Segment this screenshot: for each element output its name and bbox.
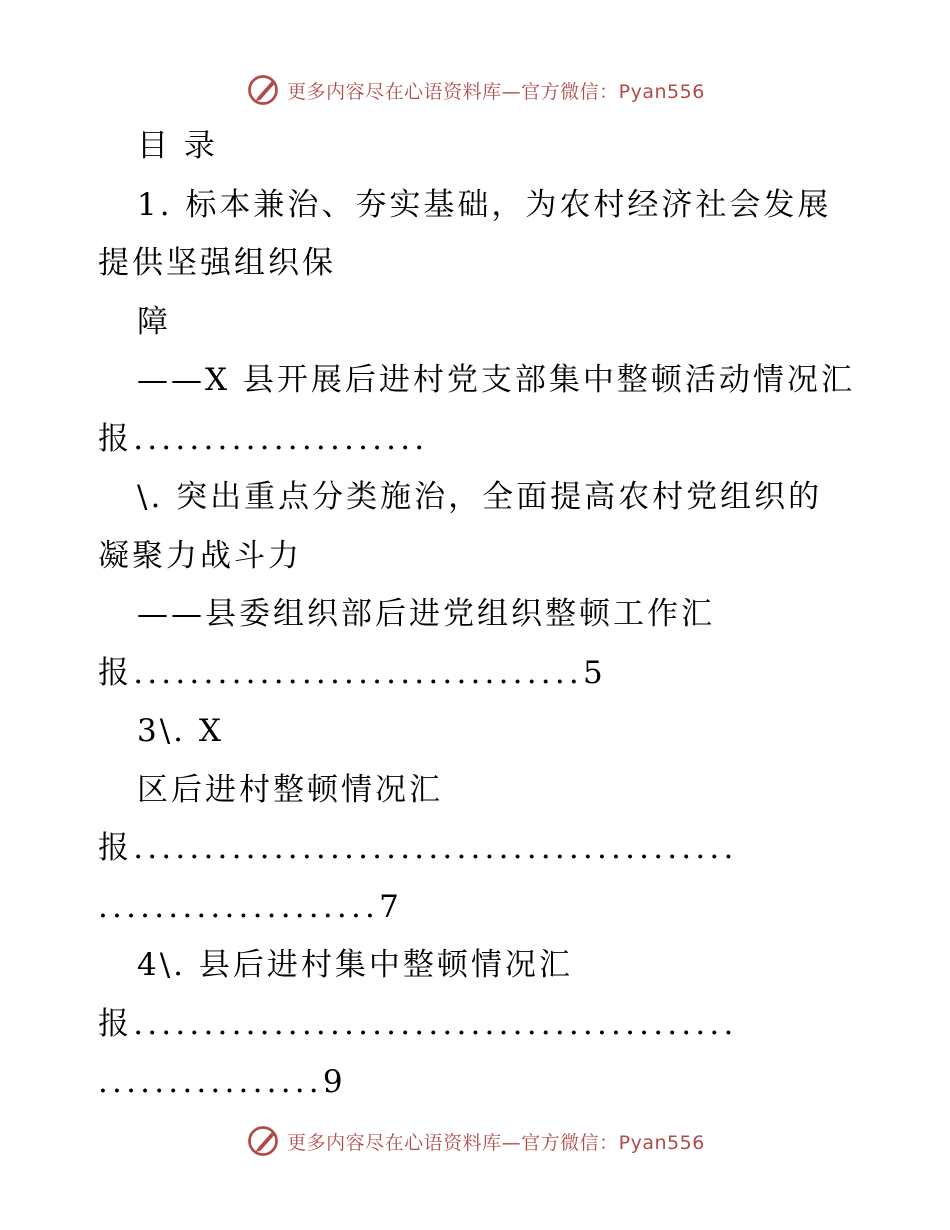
toc-entry-1-line1: 1. 标本兼治、夯实基础，为农村经济社会发展 (137, 187, 832, 223)
toc-title: 目 录 (137, 128, 218, 164)
pen-logo-icon (245, 72, 281, 108)
toc-entry-3-leader2-dots: .................... (98, 889, 380, 925)
toc-entry-3-page: 7 (379, 889, 404, 925)
toc-entry-2-line1: \. 突出重点分类施治，全面提高农村党组织的 (137, 479, 823, 515)
toc-entry-2-leader (98, 653, 607, 693)
toc-entry-3-leader: 报........................................... (98, 830, 738, 866)
toc-entry-3-line1: 3\. X (137, 713, 224, 749)
toc-entry-1-leader: 报..................... (98, 421, 429, 457)
toc-entry-1-subtitle: ——X 县开展后进村党支部集中整顿活动情况汇 (137, 362, 855, 398)
toc-entry-2-subtitle: ——县委组织部后进党组织整顿工作汇 (137, 596, 715, 632)
toc-entry-2-leader-dots: 报................................ (98, 655, 583, 691)
toc-entry-4-leader2 (98, 1062, 347, 1102)
toc-entry-2-page: 5 (582, 655, 607, 691)
pen-logo-icon (245, 1123, 281, 1159)
toc-entry-1-line2: 提供坚强组织保 (98, 245, 336, 281)
toc-entry-4-page: 9 (322, 1064, 347, 1100)
watermark-text: 更多内容尽在心语资料库—官方微信：Pyan556 (287, 80, 705, 103)
footer-watermark (0, 1121, 950, 1161)
watermark-text: 更多内容尽在心语资料库—官方微信：Pyan556 (287, 1131, 705, 1154)
toc-entry-1-line3: 障 (137, 304, 171, 340)
header-watermark (0, 70, 950, 110)
toc-entry-3-leader2 (98, 887, 403, 927)
toc-entry-2-line2: 凝聚力战斗力 (98, 538, 302, 574)
toc-entry-4-leader: 报........................................... (98, 1006, 738, 1042)
toc-entry-4-leader2-dots: ................ (98, 1064, 323, 1100)
toc-entry-4-line1: 4\. 县后进村集中整顿情况汇 (137, 947, 573, 983)
toc-entry-3-line2: 区后进村整顿情况汇 (137, 772, 443, 808)
